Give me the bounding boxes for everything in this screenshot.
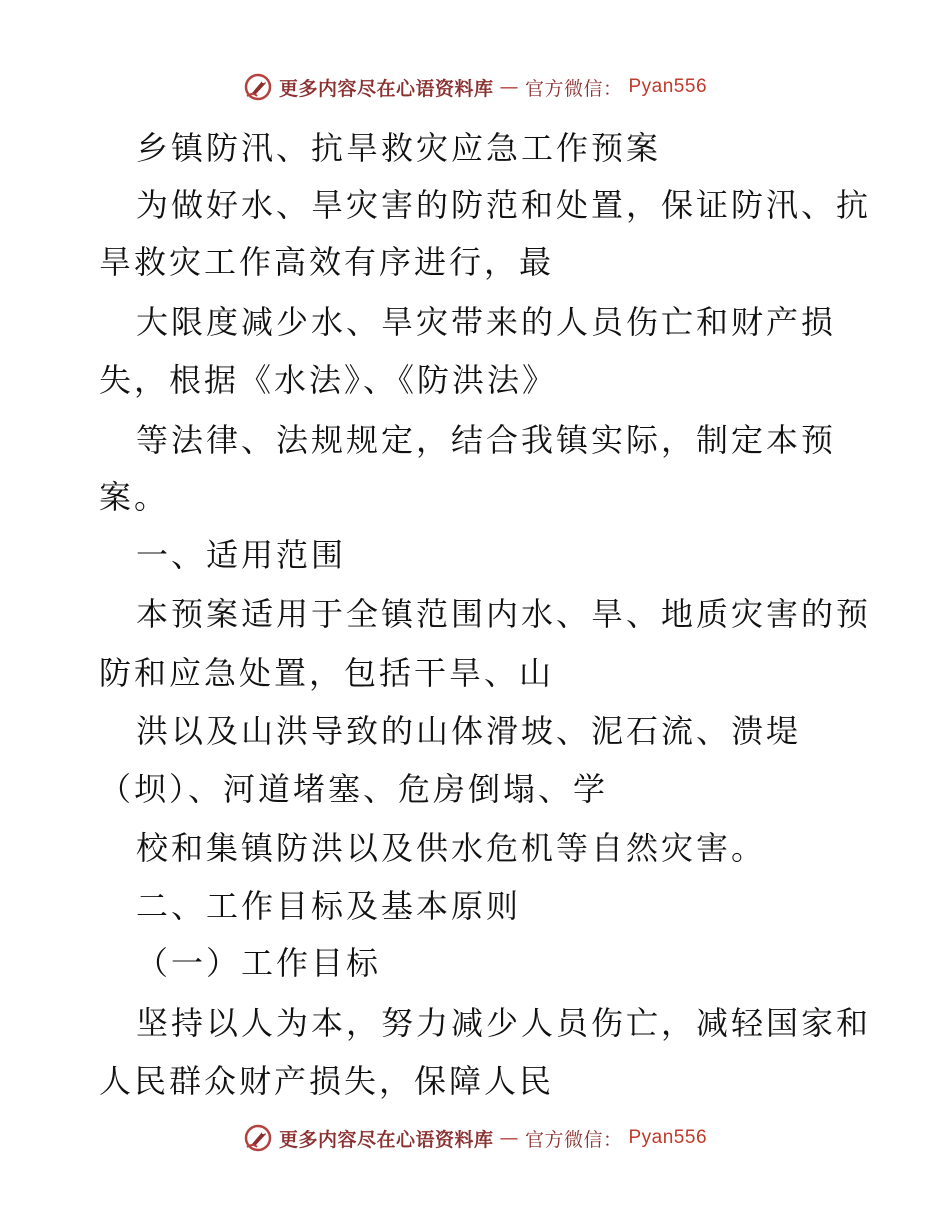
watermark-wechat-id: Pyan556 bbox=[628, 1127, 708, 1148]
doc-paragraph-line: 坚持以人为本，努力减少人员伤亡，减轻国家和 bbox=[136, 1004, 872, 1042]
pen-nib-circle-icon bbox=[243, 1123, 273, 1153]
pen-nib-circle-icon bbox=[243, 72, 273, 102]
doc-title: 乡镇防汛、抗旱救灾应急工作预案 bbox=[136, 129, 662, 167]
doc-paragraph-line: 本预案适用于全镇范围内水、旱、地质灾害的预 bbox=[136, 595, 872, 633]
watermark-footer bbox=[0, 1123, 950, 1153]
watermark-label: 官方微信： bbox=[524, 77, 623, 100]
doc-paragraph-line: 防和应急处置，包括干旱、山 bbox=[99, 654, 555, 692]
section-heading: 一、适用范围 bbox=[136, 536, 347, 574]
doc-paragraph-line: 洪以及山洪导致的山体滑坡、泥石流、溃堤 bbox=[136, 712, 802, 750]
watermark-brand: 更多内容尽在心语资料库 bbox=[278, 1128, 494, 1151]
subsection-heading: （一）工作目标 bbox=[136, 944, 382, 982]
watermark-brand: 更多内容尽在心语资料库 bbox=[278, 77, 494, 100]
watermark-header bbox=[0, 72, 950, 102]
doc-paragraph-line: 人民群众财产损失，保障人民 bbox=[99, 1062, 555, 1100]
doc-paragraph-line: 为做好水、旱灾害的防范和处置，保证防汛、抗 bbox=[136, 186, 872, 224]
doc-paragraph-line: 大限度减少水、旱灾带来的人员伤亡和财产损 bbox=[136, 303, 837, 341]
section-heading: 二、工作目标及基本原则 bbox=[136, 887, 522, 925]
doc-paragraph-line: 等法律、法规规定，结合我镇实际，制定本预 bbox=[136, 421, 837, 459]
doc-paragraph-line: 旱救灾工作高效有序进行，最 bbox=[99, 243, 555, 281]
watermark-label: 官方微信： bbox=[524, 1128, 623, 1151]
doc-paragraph-line: （坝）、河道堵塞、危房倒塌、学 bbox=[99, 770, 609, 808]
watermark-wechat-id: Pyan556 bbox=[628, 76, 708, 97]
watermark-dash: — bbox=[499, 76, 519, 98]
watermark-dash: — bbox=[499, 1127, 519, 1149]
doc-paragraph-line: 案。 bbox=[99, 478, 170, 516]
doc-paragraph-line: 失，根据《水法》、《防洪法》 bbox=[99, 361, 558, 399]
doc-paragraph-line: 校和集镇防洪以及供水危机等自然灾害。 bbox=[136, 829, 767, 867]
